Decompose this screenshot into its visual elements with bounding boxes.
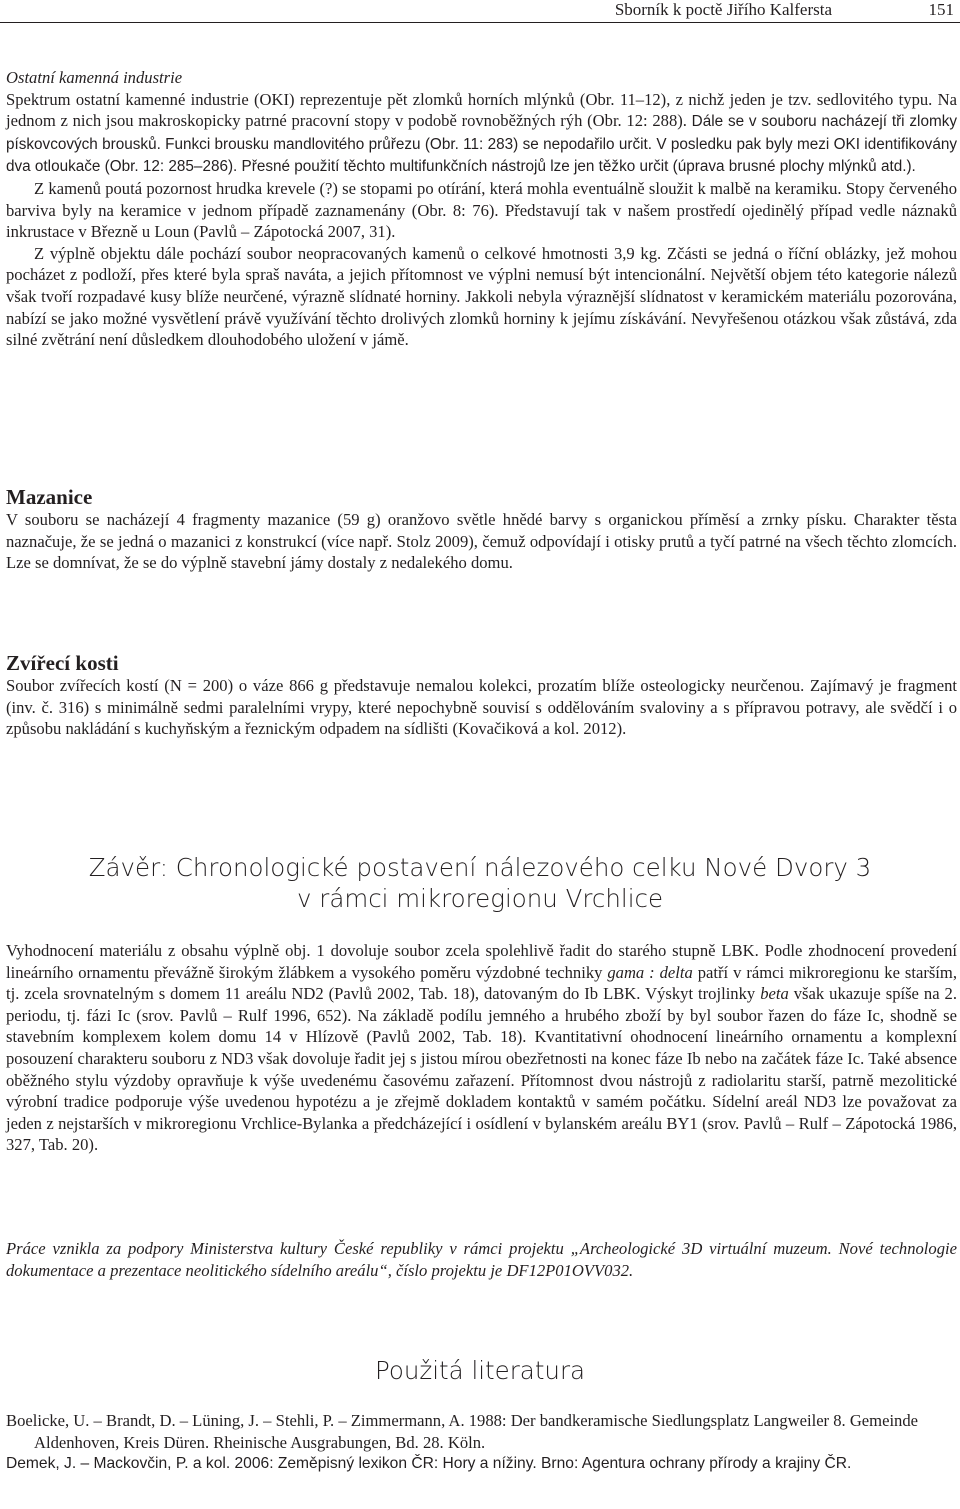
paragraph-zaver-c: však ukazuje spíše na 2. periodu, tj. fázi Ic (srov. Pavlů – Rulf 1996, 652). Na základě podílu jemného a hrubého zboží by byl soubor řazen do fáze Ic, shodně se stavebním komplexem kolem domu 14 v Hlízově (Pavlů 2002, Tab. 18). Kvantitativní ohodnocení lineárního ornamentu a komplexní posouzení charakteru souboru z ND3 však dovoluje řadit jej s jistou mírou obezřetnosti na konec fáze Ib nebo na začátek fáze Ic. Také absence oběžného stylu výzdoby opravňuje k výše uvedenému časovému zařazení. Přítomnost dvou nástrojů z radiolaritu starší, patrně mezolitické výrobní tradice podporuje výše uvedenou hypotézu a je zřejmě dokladem kontaktů v samém počátku. Sídelní areál ND3 lze považovat za jeden z nejstarších v mikroregionu Vrchlice-Bylanka a předcházející i osídlení v bylanském areálu BY1 (srov. Pavlů – Rulf – Zápotocká 1986, 327, Tab. 20).	[6, 984, 957, 1155]
paragraph-mazanice: V souboru se nacházejí 4 fragmenty mazanice (59 g) oranžovo světle hnědé barvy s organickou příměsí a zrnky písku. Charakter těsta naznačuje, že se jedná o mazanici z konstrukcí (více např. Stolz 2009), čemuž odpovídají i otisky prutů a tyčí patrné na všech těchto zlomcích. Lze se domnívat, že se do výplně stavební jámy dostaly z nedalekého domu.	[6, 510, 957, 573]
paragraph-zaver-a: Vyhodnocení materiálu z obsahu výplně obj. 1 dovoluje soubor zcela spolehlivě řadit do starého stupně LBK. Podle zhodnocení provedení lineárního ornamentu převážně širokým žlábkem a vysokého poměru výzdobné techniky	[6, 941, 957, 982]
paragraph-ostatni-1	[6, 89, 957, 178]
paragraph-ostatni-1b: Dále se v souboru nacházejí tři zlomky pískovcových brousků. Funkci brousku mandlovitého průřezu (Obr. 11: 283) se nepodařilo určit. V posledku pak byly mezi OKI identifikovány dva otloukače (Obr. 12: 285–286). Přesné použití těchto multifunkčních nástrojů lze jen těžko určit (úprava brusné plochy mlýnků atd.).	[6, 113, 957, 176]
reference-item: Demek, J. – Mackovčin, P. a kol. 2006: Zeměpisný lexikon ČR: Hory a nížiny. Brno: Agentura ochrany přírody a krajiny ČR.	[6, 1455, 852, 1473]
paragraph-zaver	[6, 940, 957, 1156]
subheading-ostatni: Ostatní kamenná industrie	[6, 68, 183, 87]
literature-heading: Použitá literatura	[374, 1356, 586, 1385]
heading-kosti: Zvířecí kosti	[6, 651, 119, 675]
reference-item: Boelicke, U. – Brandt, D. – Lüning, J. – Stehli, P. – Zimmermann, A. 1988: Der bandkeramische Siedlungsplatz Langweiler 8. Gemeinde Aldenhoven, Kreis Düren. Rheinische Ausgrabungen, Bd. 28. Köln.	[6, 1411, 919, 1452]
term-beta: beta	[760, 984, 789, 1004]
section-mazanice	[6, 485, 957, 574]
chapter-heading-literatura	[0, 1355, 960, 1386]
acknowledgement-text: Práce vznikla za podpory Ministerstva kultury České republiky v rámci projektu „Archeologické 3D virtuální muzeum. Nové technologie dokumentace a prezentace neolitického sídelního areálu“, číslo projektu je DF12P01OVV032.	[6, 1239, 957, 1280]
chapter-heading-zaver	[0, 852, 960, 914]
heading-mazanice: Mazanice	[6, 485, 93, 509]
paragraph-ostatni-1a: Spektrum ostatní kamenné industrie (OKI) reprezentuje pět zlomků horních mlýnků (Obr. 11–12), z nichž jeden je tzv. sedlovitého typu. Na jednom z nich jsou makroskopicky patrné pracovní stopy v podobě rovnoběžných rýh (Obr. 12: 288).	[6, 89, 957, 131]
term-gama-delta: gama : delta	[607, 962, 693, 982]
section-ostatni	[6, 67, 957, 351]
chapter-heading-line-2: v rámci mikroregionu Vrchlice	[296, 884, 664, 913]
paragraph-ostatni-3: Z výplně objektu dále pochází soubor neopracovaných kamenů o celkové hmotnosti 3,9 kg. Zčásti se jedná o říční oblázky, jež mohou pocházet z podloží, přes které byla spraš naváta, a jejich přítomnost ve výplni nemusí být intencionální. Největší objem této kategorie nálezů však tvoří rozpadavé kusy blíže neurčené, výrazně slídnaté horniny. Jakkoli nebyla výraznější slídnatost v keramickém materiálu pozorována, nabízí se jako možné vysvětlení právě využívání těchto drolivých zlomků horniny k jejímu získávání. Nevyřešenou otázkou však zůstává, zda silné zvětrání není důsledkem dlouhodobého uložení v jámě.	[6, 243, 957, 350]
section-zaver	[6, 940, 957, 1156]
page-number: 151	[928, 0, 954, 19]
reference-list	[6, 1410, 957, 1475]
paragraph-zaver-b: patří v rámci mikroregionu ke starším, tj. zcela srovnatelným s domem 11 areálu ND2 (Pavlů 2002, Tab. 18), datovaným do Ib LBK. Výskyt trojlinky	[6, 962, 957, 1004]
chapter-heading-line-1: Závěr: Chronologické postavení nálezového celku Nové Dvory 3	[88, 853, 872, 882]
section-kosti	[6, 651, 957, 740]
running-header	[0, 0, 960, 23]
section-acknowledgement	[6, 1238, 957, 1281]
paragraph-kosti: Soubor zvířecích kostí (N = 200) o váze 866 g představuje nemalou kolekci, prozatím blíže osteologicky neurčenou. Zajímavý je fragment (inv. č. 316) s minimálně sedmi paralelními vrypy, které nepochybně souvisí s oddělováním svaloviny a s přípravou potravy, ale svědčí i o způsobu nakládání s kuchyňským a řeznickým odpadem na sídlišti (Kovačiková a kol. 2012).	[6, 676, 957, 739]
running-title: Sborník k poctě Jiřího Kalfersta	[614, 0, 832, 19]
paragraph-ostatni-2: Z kamenů poutá pozornost hrudka krevele (?) se stopami po otírání, která mohla eventuálně sloužit k malbě na keramiku. Stopy červeného barviva byly na keramice v jednom případě zaznamenány (Obr. 8: 76). Představují tak v našem prostředí ojedinělý případ vedle náznaků inkrustace v Březně u Loun (Pavlů – Zápotocká 2007, 31).	[6, 178, 957, 242]
